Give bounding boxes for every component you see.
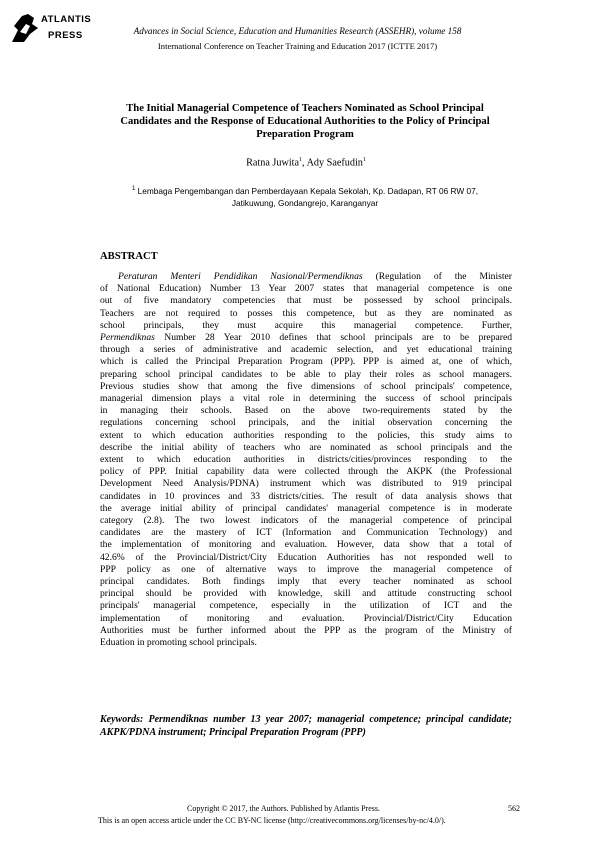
abstract-line [100, 625, 512, 637]
abstract-text: 42.6% of the Provincial/District/City Education Authorities has not responded well to [100, 551, 512, 563]
author-name: Ratna Juwita [246, 157, 300, 169]
abstract-line [100, 381, 512, 393]
abstract-line [100, 588, 512, 600]
logo-text-line2: PRESS [48, 30, 83, 41]
abstract-line [100, 527, 512, 539]
abstract-line [100, 332, 512, 344]
abstract-line [100, 405, 512, 417]
abstract-line [100, 344, 512, 356]
abstract-term: Permendiknas [100, 332, 155, 344]
abstract-text: describe the initial ability of teachers who are nominated as school principals and the [100, 441, 512, 453]
abstract-line [100, 552, 512, 564]
abstract-text: regulations concerning school principals, and the initial observation concerning the [100, 417, 512, 429]
affiliation-line: Lembaga Pengembangan dan Pemberdayaan Kepala Sekolah, Kp. Dadapan, RT 06 RW 07, [137, 185, 479, 196]
abstract-line [100, 320, 512, 332]
author-affiliation-mark: 1 [362, 157, 366, 163]
abstract-text: candidates in 10 provinces and 33 districts/cities. The result of data analysis shows that [100, 490, 512, 502]
abstract-line [100, 515, 512, 527]
abstract-text: the average initial ability of principal candidates' managerial competence is in moderate [100, 502, 512, 514]
keywords: Keywords: Permendiknas number 13 year 2007; managerial competence; principal candidate; AKPK/PDNA instrument; Principal Preparation Program (PPP) [100, 714, 512, 738]
abstract-text: the implementation of monitoring and evaluation. However, data show that a total of [100, 539, 512, 551]
abstract-text: principal should be provided with knowledge, skill and attitude constructing school [100, 588, 512, 600]
abstract-line [100, 564, 512, 576]
affiliation-mark: 1 [131, 186, 136, 192]
abstract-text: through a series of administrative and academic selection, and yet educational training [100, 344, 512, 356]
abstract-text: Authorities must be further informed about the PPP as the program of the Ministry of [100, 624, 512, 636]
abstract-text: Eduation in promoting school principals. [100, 637, 257, 649]
license-notice: This is an open access article under the CC BY-NC license (http://creativecommons.org/licenses/by-nc/4.0/). [98, 816, 446, 825]
abstract-line [100, 393, 512, 405]
paper-title: The Initial Managerial Competence of Teachers Nominated as School Principal Candidates and the Response of Educational Authorities to the Policy of Principal Preparation Program [120, 103, 490, 140]
abstract-text: PPP policy as one of alternative ways to improve the managerial competence of [100, 563, 512, 575]
abstract-line [100, 454, 512, 466]
abstract-line [100, 308, 512, 320]
abstract-text: in managing their schools. Based on the above two-requirements stated by the [100, 405, 512, 417]
abstract-text: candidates are the mastery of ICT (Information and Communication Technology) and [100, 527, 512, 539]
abstract-line [100, 283, 512, 295]
abstract-line [100, 417, 512, 429]
abstract-text: implementation of monitoring and evaluation. Provincial/District/City Education [100, 612, 512, 624]
abstract-text: out of five mandatory competencies that must be possessed by school principals. [100, 295, 512, 307]
abstract-line [100, 491, 512, 503]
abstract-text: preparing school principal candidates to be able to play their roles as school managers. [100, 368, 512, 380]
abstract-text: of National Education) Number 13 Year 2007 states that managerial competence is one [100, 283, 512, 295]
abstract-text: managerial dimension plays a vital role in determining the success of school principals [100, 393, 512, 405]
abstract-text: (Regulation of the Minister [362, 271, 512, 282]
conference-header: International Conference on Teacher Training and Education 2017 (ICTTE 2017) [157, 41, 438, 51]
abstract-line [100, 539, 512, 551]
page-number: 562 [508, 804, 520, 813]
abstract-text: extent to which education authorities responding to the policies, this study aims to [100, 429, 512, 441]
author-separator: , [302, 157, 307, 169]
copyright-notice: Copyright © 2017, the Authors. Published by Atlantis Press. [187, 804, 380, 813]
abstract-text: policy of PPP. Initial capability data were collected through the AKPK (the Professional [100, 466, 512, 478]
abstract-line [100, 466, 512, 478]
abstract-line [100, 637, 512, 649]
abstract-term: Peraturan Menteri Pendidikan Nasional/Permendiknas [118, 271, 363, 282]
logo-text-line1: ATLANTIS [41, 14, 92, 25]
abstract-text: principals' managerial competence, especially in the utilization of ICT and the [100, 600, 512, 612]
abstract-body [100, 271, 512, 649]
abstract-text: which is called the Principal Preparation Program (PPP). PPP is aimed at, one of which, [100, 356, 512, 368]
abstract-line [100, 369, 512, 381]
author-affiliation-mark: 1 [299, 157, 303, 163]
abstract-line [100, 576, 512, 588]
abstract-line [100, 613, 512, 625]
abstract-text: Previous studies show that among the five dimensions of school principals' competence, [100, 380, 512, 392]
abstract-line [100, 503, 512, 515]
abstract-text: Teachers are not required to posses this competence, but as they are nominated as [100, 307, 512, 319]
abstract-text: extent to which education authorities in districts/cities/provinces responding to the [100, 454, 512, 466]
author-name: Ady Saefudin [306, 157, 363, 169]
abstract-text: category (2.8). The two lowest indicators of the managerial competence of principal [100, 515, 512, 527]
abstract-line [100, 295, 512, 307]
affiliation-line: Jatikuwung, Gondangrejo, Karanganyar [231, 197, 379, 208]
abstract-text: school principals, they must acquire this managerial competence. Further, [100, 319, 512, 331]
abstract-heading: ABSTRACT [100, 251, 158, 262]
abstract-line [100, 478, 512, 490]
affiliation [100, 183, 510, 209]
abstract-line [100, 600, 512, 612]
abstract-line [100, 442, 512, 454]
author-list [0, 157, 595, 168]
abstract-line [100, 271, 512, 283]
abstract-text: Development Need Analysis/PDNA) instrument which was distributed to 919 principal [100, 478, 512, 490]
abstract-text: Number 28 Year 2010 defines that school principals are to be prepared [154, 332, 512, 344]
abstract-line [100, 356, 512, 368]
abstract-text: principal candidates. Both findings imply that every teacher nominated as school [100, 576, 512, 588]
journal-header: Advances in Social Science, Education and Humanities Research (ASSEHR), volume 158 [133, 26, 462, 36]
abstract-line [100, 430, 512, 442]
